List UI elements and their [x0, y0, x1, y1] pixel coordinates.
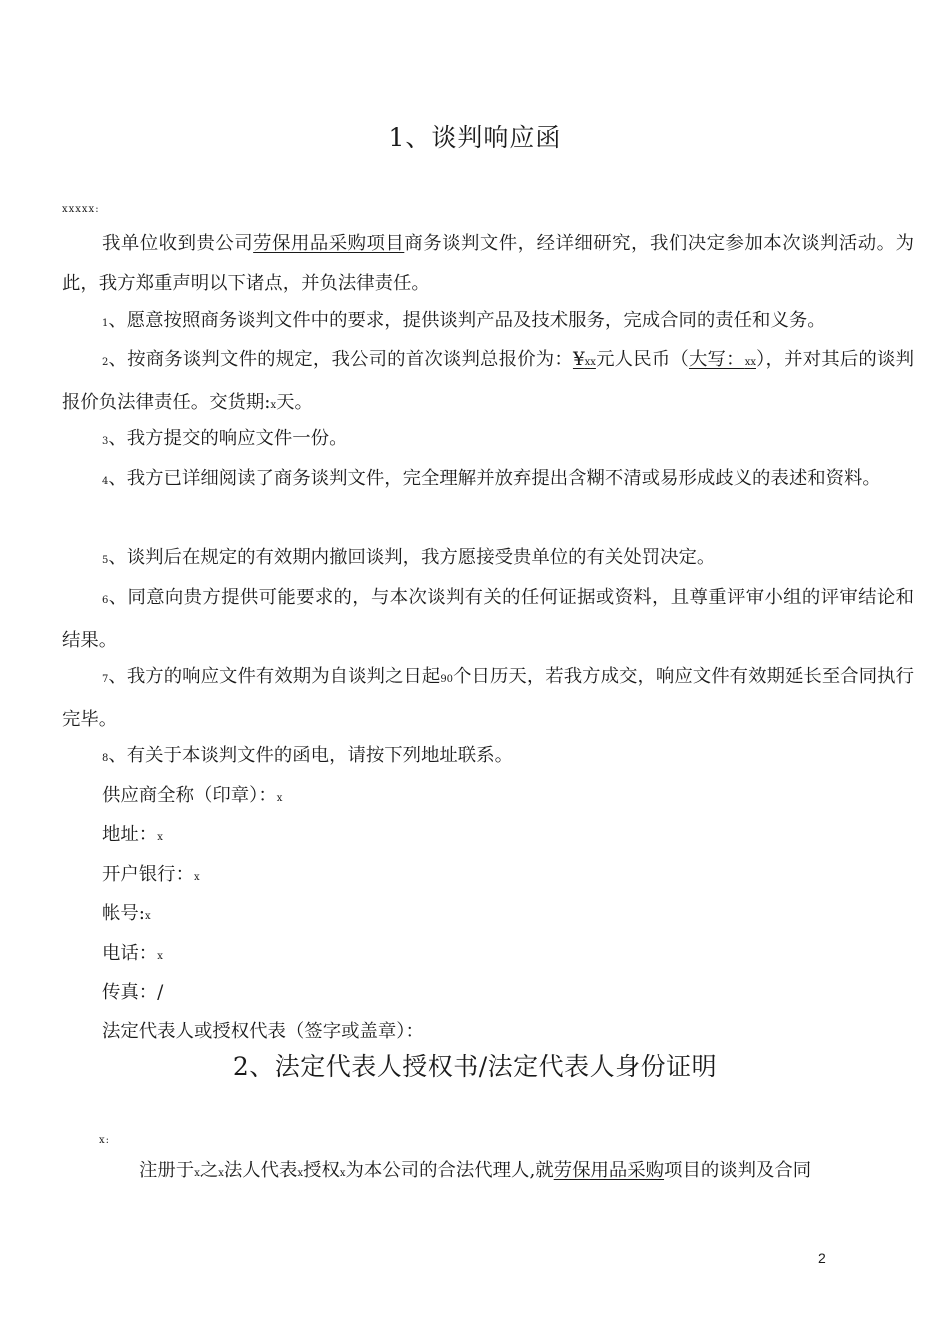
section2-title: 2、法定代表人授权书/法定代表人身份证明 — [232, 1052, 718, 1081]
item-3: 3、我方提交的响应文件一份。 — [102, 428, 348, 449]
bank-line: 开户银行：x — [102, 864, 200, 885]
section1-title: 1、谈判响应函 — [388, 123, 562, 152]
item-4: 4、我方已详细阅读了商务谈判文件，完全理解并放弃提出含糊不清或易形成歧义的表述和资料。 — [102, 468, 881, 489]
address-line: 地址：x — [102, 824, 163, 845]
item-7: 7、我方的响应文件有效期为自谈判之日起90个日历天，若我方成交，响应文件有效期延长至合同执行完毕。 — [62, 666, 914, 730]
price-upper: 大写：xx — [688, 349, 756, 370]
page-number: 2 — [818, 1250, 826, 1266]
item-1: 1、愿意按照商务谈判文件中的要求，提供谈判产品及技术服务，完成合同的责任和义务。 — [102, 310, 826, 331]
section1-recipient: xxxxx: — [62, 204, 100, 215]
authorization-paragraph: 注册于x之x法人代表x授权x为本公司的合法代理人,就劳保用品采购项目的谈判及合同 — [139, 1160, 812, 1181]
phone-line: 电话：x — [102, 943, 163, 964]
section2-recipient: x: — [99, 1135, 111, 1146]
item-2: 2、按商务谈判文件的规定，我公司的首次谈判总报价为：¥xx元人民币（大写：xx），并对其后的谈判报价负法律责任。交货期:x天。 — [62, 349, 914, 413]
price-value: ¥xx — [572, 349, 596, 370]
item-8: 8、有关于本谈判文件的函电，请按下列地址联系。 — [102, 745, 513, 766]
supplier-line: 供应商全称（印章）：x — [102, 785, 283, 806]
account-line: 帐号:x — [102, 903, 151, 924]
project-name: 劳保用品采购项目 — [253, 233, 405, 254]
item-5: 5、谈判后在规定的有效期内撤回谈判，我方愿接受贵单位的有关处罚决定。 — [102, 547, 716, 568]
fax-line: 传真：/ — [102, 982, 164, 1003]
project-name-2: 劳保用品采购 — [553, 1160, 665, 1181]
item-6: 6、同意向贵方提供可能要求的，与本次谈判有关的任何证据或资料，且尊重评审小组的评审结论和结果。 — [62, 587, 914, 651]
representative-line: 法定代表人或授权代表（签字或盖章）： — [102, 1021, 424, 1042]
intro-paragraph: 我单位收到贵公司劳保用品采购项目商务谈判文件，经详细研究，我们决定参加本次谈判活动。为此，我方郑重声明以下诸点，并负法律责任。 — [62, 233, 914, 294]
